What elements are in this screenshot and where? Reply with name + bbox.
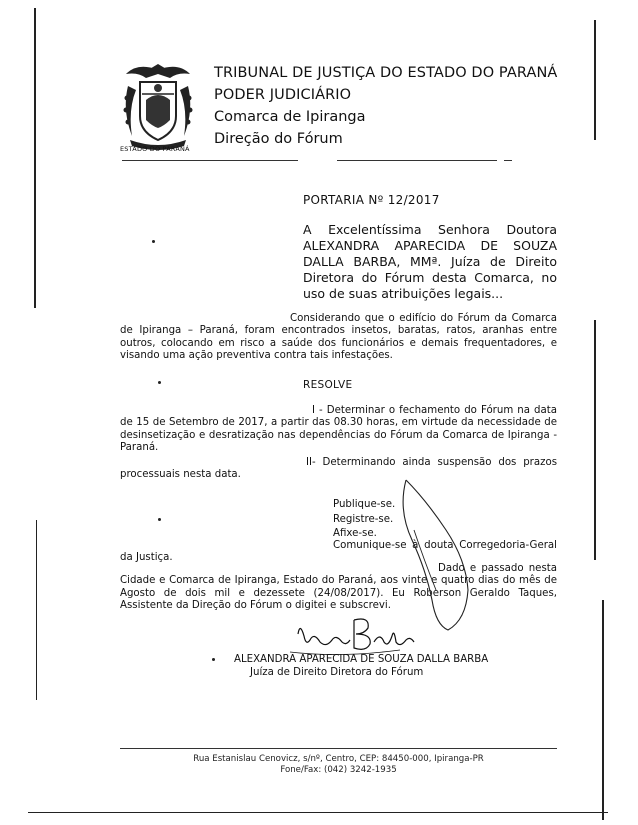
judiciary-name: PODER JUDICIÁRIO — [214, 87, 352, 103]
forum-direction: Direção do Fórum — [214, 131, 343, 147]
header-rule-right — [337, 160, 497, 161]
header-rule-left — [122, 160, 298, 161]
signer-role: Juíza de Direito Diretora do Fórum — [250, 667, 424, 678]
closing-afixe: Afixe-se. — [333, 528, 377, 539]
document-title: PORTARIA Nº 12/2017 — [303, 193, 440, 207]
header-rule-end — [504, 160, 512, 161]
salutation-paragraph: A Excelentíssima Senhora Doutora ALEXANDRA APARECIDA DE SOUZA DALLA BARBA, MMª. Juíza de Direito Diretora do Fórum desta Comarca, no uso de suas atribuições legais... — [303, 222, 557, 301]
closing-comunique: Comunique-se à douta Corregedoria-Geral da Justiça. — [120, 540, 557, 564]
signer-name: ALEXANDRA APARECIDA DE SOUZA DALLA BARBA — [234, 654, 489, 665]
closing-publique: Publique-se. — [333, 499, 396, 510]
letterhead — [214, 62, 557, 150]
scan-edge-left-lower — [36, 520, 37, 700]
resolve-heading: RESOLVE — [303, 379, 353, 391]
scan-dot — [158, 381, 161, 384]
district-name: Comarca de Ipiranga — [214, 109, 366, 125]
scan-edge-right-lower — [602, 600, 604, 820]
crest-caption: ESTADO DO PARANÁ — [120, 145, 190, 153]
closing-registre: Registre-se. — [333, 514, 394, 525]
scan-dot — [158, 518, 161, 521]
item-2-paragraph: II- Determinando ainda suspensão dos prazos processuais nesta data. — [120, 457, 557, 481]
court-name: TRIBUNAL DE JUSTIÇA DO ESTADO DO PARANÁ — [214, 65, 558, 81]
footer-phone: Fone/Fax: (042) 3242-1935 — [280, 765, 397, 775]
coat-of-arms-icon — [118, 60, 198, 152]
scan-dot — [212, 658, 215, 661]
scan-edge-bottom — [28, 812, 608, 813]
dado-paragraph: Dado e passado nesta Cidade e Comarca de Ipiranga, Estado do Paraná, aos vinte e quatro dias do mês de Agosto de dois mil e dezessete (24/08/2017). Eu Roberson Geraldo Taques, Assistente da Direção do Fórum o digitei e subscrevi. — [120, 563, 557, 611]
scan-edge-left — [34, 8, 36, 308]
footer-rule — [120, 748, 557, 749]
footer-address: Rua Estanislau Cenovicz, s/nº, Centro, CEP: 84450-000, Ipiranga-PR — [193, 754, 484, 764]
scan-dot — [152, 240, 155, 243]
item-1-paragraph: I - Determinar o fechamento do Fórum na data de 15 de Setembro de 2017, a partir das 08.30 horas, em virtude da necessidade de desinsetização e desratização nas dependências do Fórum da Comarca de Ipiranga - Paraná. — [120, 405, 557, 453]
scan-edge-right-middle — [594, 320, 596, 560]
scan-edge-right — [594, 20, 596, 140]
considerando-paragraph: Considerando que o edifício do Fórum da Comarca de Ipiranga – Paraná, foram encontrados insetos, baratas, ratos, aranhas entre outros, colocando em risco a saúde dos funcionários e demais frequentadores, e visando uma ação preventiva contra tais infestações. — [120, 313, 557, 361]
